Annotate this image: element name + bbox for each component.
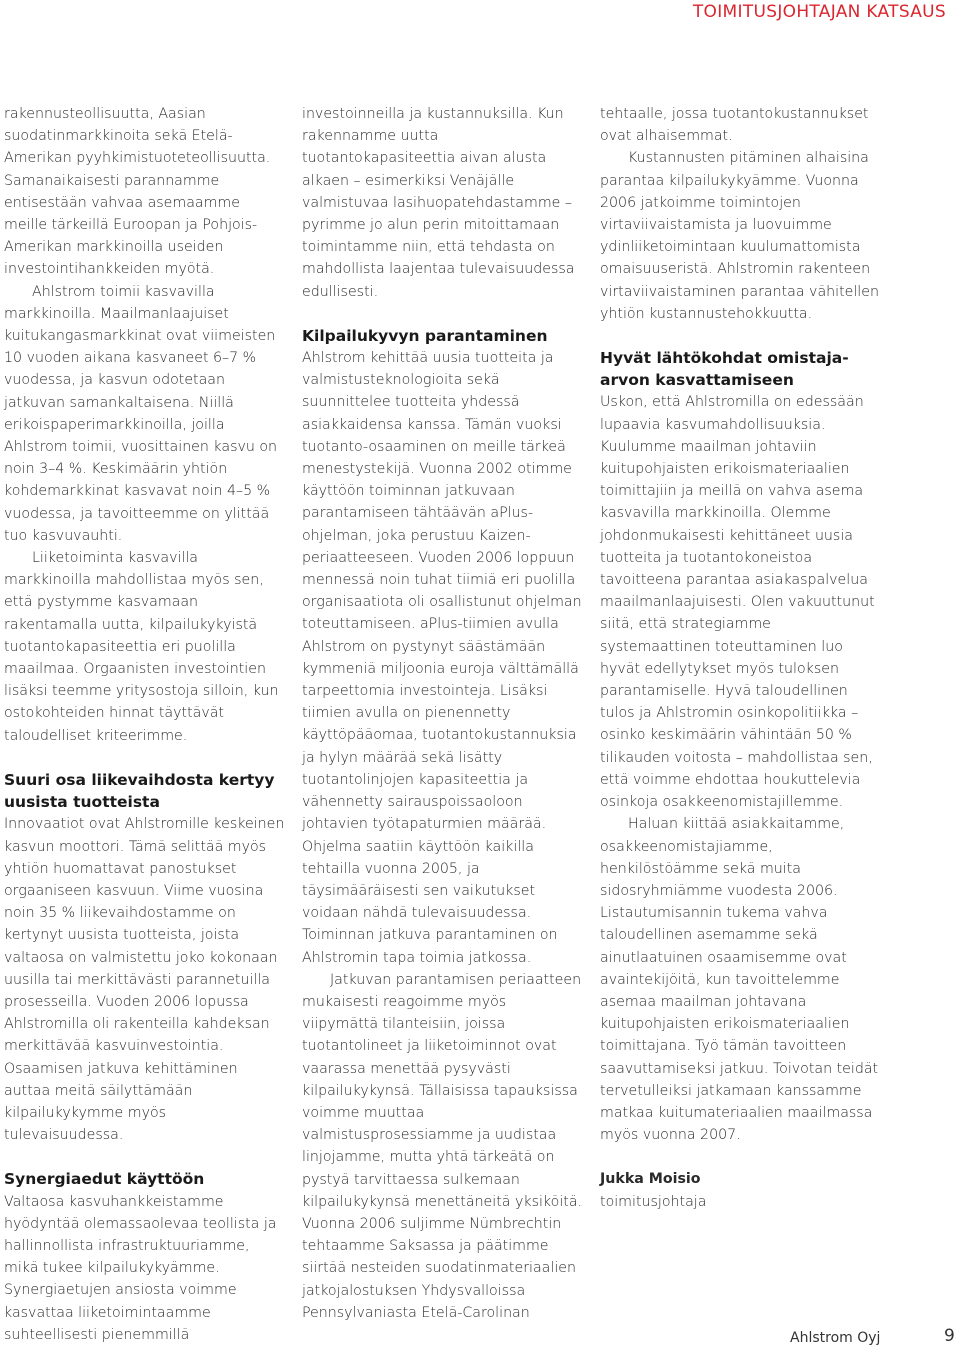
- paragraph: Valtaosa kasvuhankkeistamme hyödyntää olemassaolevaa teollista ja hallinnollista infrastruktuuriamme, mikä tukee kilpailukykyämme. Synergiaetujen ansiosta voimme kasvattaa liiketoimintaamme suhteellisesti pienemmillä: [4, 1193, 277, 1343]
- signature-name: Jukka Moisio: [600, 1171, 701, 1188]
- paragraph: Innovaatiot ovat Ahlstromille keskeinen kasvun moottori. Tämä selittää myös yhtiön huomattavat panostukset orgaaniseen kasvuun. Viime vuosina noin 35 % liikevaihdostamme on kertynyt uusista tuotteista, joista valtaosa on valmistettu joko kokonaan uusilla tai merkittävästi parannetuilla prosesseilla. Vuoden 2006 lopussa Ahlstromilla oli rakenteilla kahdeksan merkittävää kasvuinvestointia. Osaamisen jatkuva kehittäminen auttaa meitä säilyttämään kilpailukykymme myös tulevaisuudessa.: [4, 816, 285, 1144]
- paragraph: Ahlstrom kehittää uusia tuotteita ja valmistusteknologioita sekä suunnittelee tuotteita yhdessä asiakkaidensa kanssa. Tämän vuoksi tuotanto-osaaminen on meille tärkeä menestystekijä. Vuonna 2002 otimme käyttöön toiminnan jatkuvaan parantamiseen tähtäävän aPlus-ohjelman, joka perustuu Kaizen-periaatteeseen. Vuoden 2006 loppuun mennessä noin tuhat tiimiä eri puolilla organisaatiota oli osallistunut ohjelman toteuttamiseen. aPlus-tiimien avulla Ahlstrom on pystynyt säästämään kymmeniä miljoonia euroja välttämällä tarpeettomia investointeja. Lisäksi tiimien avulla on pienennetty käyttöpääomaa, tuotantokustannuksia ja hylyn määrää sekä lisätty tuotantolinjojen kapasiteettia ja vähennetty sairauspoissaoloon johtavien työtapaturmien määrää. Ohjelma saatiin käyttöön kaikilla tehtailla vuonna 2005, ja täysimääräisesti sen vaikutukset voidaan nähdä tulevaisuudessa. Toiminnan jatkuva parantaminen on Ahlstromin tapa toimia jatkossa.: [302, 350, 582, 966]
- paragraph: Liiketoiminta kasvavilla markkinoilla mahdollistaa myös sen, että pystymme kasvamaan rakentamalla uutta, kilpailukykyistä tuotantokapasiteettia eri puolilla maailmaa. Orgaanisten investointien lisäksi teemme yritysostoja silloin, kun ostokohteiden hinnat täyttävät taloudelliset kriteerimme.: [4, 550, 279, 744]
- paragraph: Kustannusten pitäminen alhaisina parantaa kilpailukykyämme. Vuonna 2006 jatkoimme toimintojen virtaviivaistamista ja luovuimme ydinliiketoimintaan kuulumattomista omaisuuseristä. Ahlstromin rakenteen virtaviivaistaminen parantaa vähitellen yhtiön kustannustehokkuutta.: [600, 150, 879, 322]
- section-heading: Hyvät lähtökohdat omistaja-arvon kasvattamiseen: [600, 349, 849, 390]
- paragraph: investoinneilla ja kustannuksilla. Kun rakennamme uutta tuotantokapasiteettia aivan alusta alkaen – esimerkiksi Venäjälle valmistuvaa lasihuopatehdastamme – pyrimme jo alun perin mitoittamaan toimintamme niin, että tehdasta on mahdollista laajentaa tulevaisuudessa edullisesti.: [302, 106, 575, 300]
- signature-title: toimitusjohtaja: [600, 1193, 707, 1210]
- paragraph: tehtaalle, jossa tuotantokustannukset ovat alhaisemmat.: [600, 106, 869, 145]
- text-column-1: [4, 103, 286, 1346]
- paragraph: Ahlstrom toimii kasvavilla markkinoilla. Maailmanlaajuiset kuitukangasmarkkinat ovat viimeisten 10 vuoden aikana kasvaneet 6–7 % vuodessa, ja kasvun odotetaan jatkuvan samankaltaisena. Niillä erikoispaperimarkkinoilla, joilla Ahlstrom toimii, vuosittainen kasvu on noin 3–4 %. Keskimäärin yhtiön kohdemarkkinat kasvavat noin 4–5 % vuodessa, ja tavoitteemme on ylittää tuo kasvuvauhti.: [4, 283, 278, 544]
- paragraph: Haluan kiittää asiakkaitamme, osakkeenomistajiamme, henkilöstöämme sekä muita sidosryhmiämme vuodesta 2006. Listautumisannin tukema vahva taloudellinen asemamme sekä ainutlaatuinen osaamisemme ovat avaintekijöitä, kun tavoittelemme asemaa maailman johtavana kuitupohjaisten erikoismateriaalien toimittajana. Työ tämän tavoitteen saavuttamiseksi jatkuu. Toivotan teidät tervetulleiksi jatkamaan kanssamme matkaa kuitumateriaalien maailmassa myös vuonna 2007.: [600, 816, 879, 1144]
- text-column-3: [600, 103, 882, 1213]
- section-heading: Suuri osa liikevaihdosta kertyy uusista tuotteista: [4, 770, 275, 812]
- paragraph: Uskon, että Ahlstromilla on edessään lupaavia kasvumahdollisuuksia. Kuulumme maailman johtaviin kuitupohjaisten erikoismateriaalien toimittajiin ja meillä on vahva asema kasvavilla markkinoilla. Olemme johdonmukaisesti kehittäneet uusia tuotteita ja tuotantokoneistoa tavoitteena parantaa asiakaspalvelua maailmanlaajuisesti. Olen vakuuttunut siitä, että strategiamme systemaattinen toteuttaminen luo hyvät edellytykset myös tuloksen parantamiselle. Hyvä taloudellinen tulos ja Ahlstromin osinkopolitiikka – osinko keskimäärin vähintään 50 % tilikauden voitosta – mahdollistaa sen, että voimme ehdottaa houkuttelevia osinkoja osakkeenomistajillemme.: [600, 394, 875, 811]
- section-label: TOIMITUSJOHTAJAN KATSAUS: [692, 2, 946, 22]
- section-heading: Kilpailukyvyn parantaminen: [302, 326, 548, 345]
- paragraph: rakennusteollisuutta, Aasian suodatinmarkkinoita sekä Etelä-Amerikan pyyhkimistuoteteollisuutta. Samanaikaisesti parannamme entisestään vahvaa asemaamme meille tärkeillä Euroopan ja Pohjois-Amerikan markkinoilla useiden investointihankkeiden myötä.: [4, 106, 271, 278]
- section-heading: Synergiaedut käyttöön: [4, 1170, 205, 1189]
- text-column-2: [302, 103, 584, 1324]
- paragraph: Jatkuvan parantamisen periaatteen mukaisesti reagoimme myös viipymättä tilanteisiin, joissa tuotantolineet ja liiketoiminnot ovat vaarassa menettää pysyvästi kilpailukykynsä. Tällaisissa tapauksissa voimme muuttaa valmistusprosessiamme ja uudistaa linjojamme, mutta yhtä tärkeätä on pystyä tarvittaessa sulkemaan kilpailukykynsä menettäneitä yksiköitä. Vuonna 2006 suljimme Nümbrechtin tehtaamme Saksassa ja päätimme siirtää nesteiden suodatinmateriaalien jatkojalostuksen Yhdysvalloissa Pennsylvaniasta Etelä-Carolinan: [302, 971, 583, 1321]
- page-number: 9: [944, 1326, 955, 1346]
- footer-company: Ahlstrom Oyj: [790, 1330, 881, 1346]
